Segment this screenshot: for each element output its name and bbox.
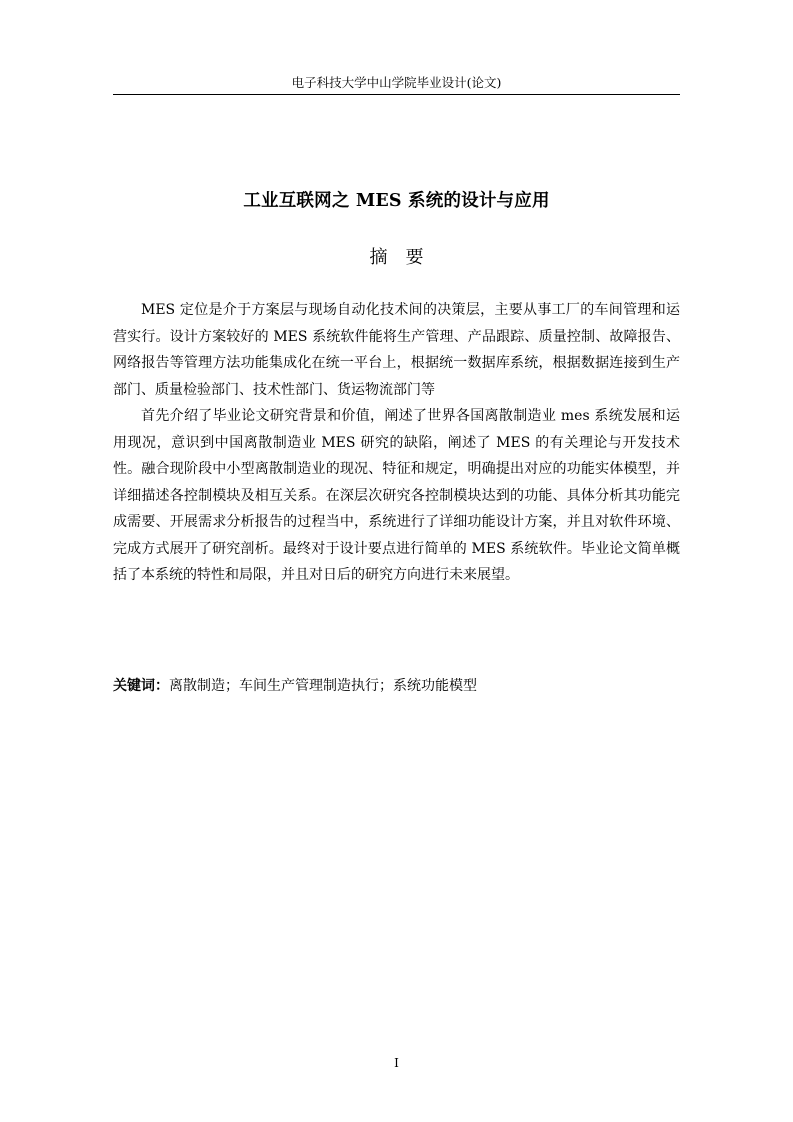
thesis-title: 工业互联网之 MES 系统的设计与应用: [243, 191, 550, 211]
abstract-body: [113, 297, 680, 589]
abstract-paragraph-2: 首先介绍了毕业论文研究背景和价值，阐述了世界各国离散制造业 mes 系统发展和运用现况，意识到中国离散制造业 MES 研究的缺陷，阐述了 MES 的有关理论与开发技术性。融合现阶段中小型离散制造业的现况、特征和规定，明确提出对应的功能实体模型，并详细描述各控制模块及相互关系。在深层次研究各控制模块达到的功能、具体分析其功能完成需要、开展需求分析报告的过程当中，系统进行了详细功能设计方案，并且对软件环境、完成方式展开了研究剖析。最终对于设计要点进行简单的 MES 系统软件。毕业论文简单概括了本系统的特性和局限，并且对日后的研究方向进行未来展望。: [113, 408, 680, 583]
abstract-heading: 摘要: [369, 247, 442, 268]
keywords-line: [113, 674, 680, 698]
keywords-label: 关键词：: [113, 678, 169, 694]
header-text: 电子科技大学中山学院毕业设计(论文): [291, 75, 502, 90]
abstract-paragraph-1: MES 定位是介于方案层与现场自动化技术间的决策层，主要从事工厂的车间管理和运营实行。设计方案较好的 MES 系统软件能将生产管理、产品跟踪、质量控制、故障报告、网络报告等管理方法功能集成化在统一平台上，根据统一数据库系统，根据数据连接到生产部门、质量检验部门、技术性部门、货运物流部门等: [113, 302, 680, 398]
page-header: [113, 74, 680, 95]
keywords-value: 离散制造；车间生产管理制造执行；系统功能模型: [169, 678, 477, 694]
page-number: I: [394, 1056, 399, 1070]
